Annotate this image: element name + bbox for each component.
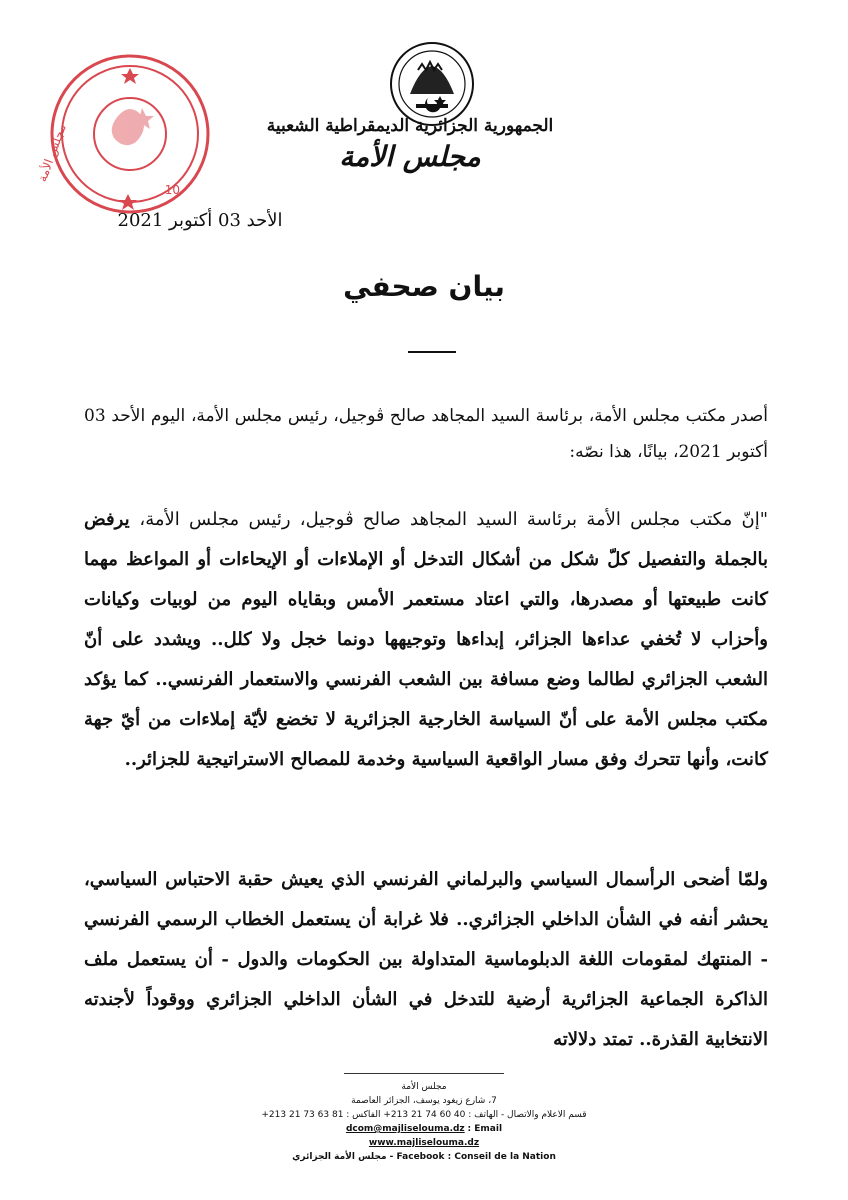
svg-text:مجلس الأمة: مجلس الأمة [35, 122, 69, 184]
footer-contact: قسم الاعلام والاتصال - الهاتف : 40 60 74 21 213+ الفاكس : 81 63 73 21 213+ [261, 1110, 587, 1120]
footer-email-line [200, 1122, 648, 1136]
statement-lead: "إنّ مكتب مجلس الأمة برئاسة السيد المجاهد صالح ڤوجيل، رئيس مجلس الأمة، [139, 509, 768, 530]
council-name: مجلس الأمة [339, 140, 481, 173]
footer-divider [344, 1073, 504, 1074]
release-date: الأحد 03 أكتوبر 2021 [117, 210, 283, 231]
republic-name: الجمهورية الجزائرية الديمقراطية الشعبية [266, 116, 554, 136]
statement-paragraph [84, 500, 768, 780]
title-divider [408, 351, 456, 353]
second-paragraph: ولمّا أضحى الرأسمال السياسي والبرلماني الفرنسي الذي يعيش حقبة الاحتباس السياسي، يحشر أنفه في الشأن الداخلي الجزائري.. فلا غرابة أن يستعمل الخطاب الرسمي الفرنسي - المنتهك لمقومات اللغة الدبلوماسية المتداولة بين الحكومات والدول - أن يستعمل ملف الذاكرة الجماعية الجزائرية أرضية للتدخل في الشأن الداخلي الجزائري ووقوداً لأجندته الانتخابية القذرة.. تمتد دلالاته [84, 869, 768, 1050]
page-title: بيان صحفي [343, 270, 505, 303]
footer-org: مجلس الأمة [401, 1082, 447, 1092]
facebook-line[interactable]: Facebook : Conseil de la Nation - مجلس الأمة الجزائري [292, 1152, 556, 1162]
footer-address: 7، شارع زيغود يوسف، الجزائر العاصمة [351, 1096, 497, 1106]
website-link[interactable]: www.majliselouma.dz [368, 1138, 480, 1148]
email-link[interactable]: dcom@majliselouma.dz [345, 1124, 465, 1134]
algeria-emblem-icon [388, 40, 476, 128]
statement-text: يرفض بالجملة والتفصيل كلّ شكل من أشكال التدخل أو الإملاءات أو الإيحاءات أو المواعظ مهما كانت طبيعتها أو مصدرها، والتي اعتاد مستعمر الأمس وبقاياه اليوم من لوبيات وكيانات وأحزاب لا تُخفي عداءها الجزائر، إبداءها وتوجيهها دونما خجل ولا كلل.. ويشدد على أنّ الشعب الجزائري لطالما وضع مسافة بين الشعب الفرنسي والاستعمار الفرنسي.. كما يؤكد مكتب مجلس الأمة على أنّ السياسة الخارجية الجزائرية لا تخضع لأيّة إملاءات من أيّ جهة كانت، وأنها تتحرك وفق مسار الواقعية السياسية وخدمة للمصالح الاستراتيجية للجزائر.. [84, 509, 769, 770]
stamp-number: 10 [164, 183, 180, 197]
intro-paragraph: أصدر مكتب مجلس الأمة، برئاسة السيد المجاهد صالح ڤوجيل، رئيس مجلس الأمة، اليوم الأحد 03 أكتوبر 2021، بيانًا، هذا نصّه: [84, 406, 768, 462]
footer [200, 1080, 648, 1164]
email-label: Email : [467, 1124, 503, 1134]
official-stamp-icon [30, 44, 230, 214]
